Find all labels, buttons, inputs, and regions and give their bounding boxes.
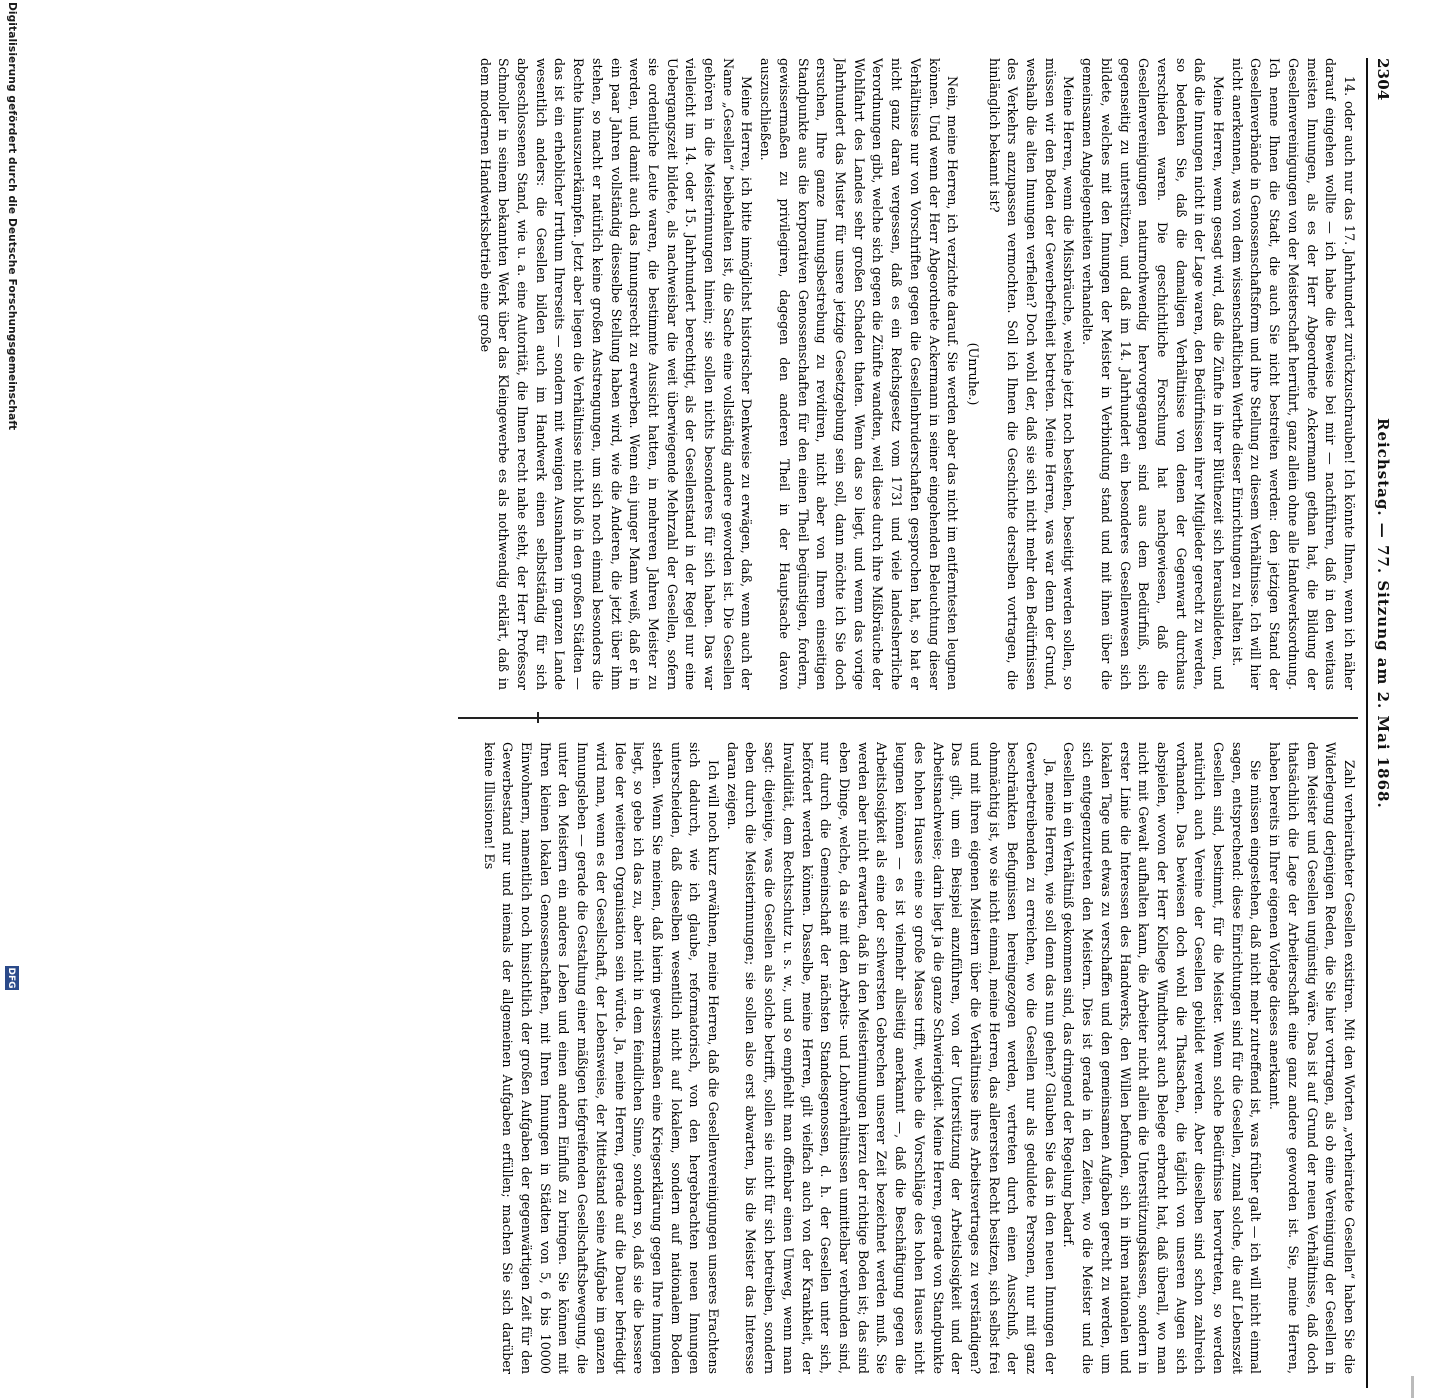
text-column-right [458,742,1358,1374]
scan-edge-mark [1411,1376,1414,1398]
header-rule [1366,58,1368,1388]
paragraph: Meine Herren, ich bitte inmöglichst historischer Denkweise zu erwägen, daß, wenn auch der Name „Gesellen“ beibehalten ist, die Sache eine vollständig andere geworden ist. Die Gesellen gehören in die Meisterinnungen hinein; sie sollen nichts besonderes für sich haben. Das war vielleicht im 14. oder 15. Jahrhundert berechtigt, als der Gesellenstand in der Regel nur eine Uebergangszeit bildete, als nachweisbar die weit überwiegende Mehrzahl der Gesellen, sofern sie ordentliche Leute waren, die bestimmte Aussicht hatten, in mehreren Jahren Meister zu werden, und damit auch das Innungsrecht zu erwerben. Wenn ein junger Mann weiß, daß er in ein paar Jahren vollständig diesselbe Stellung haben wird, wie die Anderen, die jetzt über ihm stehen, so macht er natürlich keine großen Anstrengungen, um sich noch einmal besonders die Rechte hinauszuerkämpfen. Jetzt aber liegen die Verhältnisse nicht bloß in den großen Städten — das ist ein erheblicher Irrthum Ihrerseits — sondern mit wenigen Ausnahmen im ganzen Lande wesentlich anders: die Gesellen bilden auch im Handwerk einen selbstständig für sich abgeschlossenen Stand, wie u. a. eine Autorität, die Ihnen recht nahe steht, der Herr Professor Schmoller in seinem bekannten Werk über das Kleingewerbe es als nothwendig erklärt, daß in dem modernen Handwerksbetrieb eine große [477,58,755,690]
text-column-left [458,58,1358,690]
paragraph: Zahl verheiratheter Gesellen existiren. Mit den Worten „verheiratete Gesellen“ haben Sie die Widerlegung derjenigen Reden, die Sie hier vortragen, als ob eine Vereinigung der Gesellen in dem Meister und Gesellen ungünstig wäre. Das ist auf Grund der neuen Verhältnisse, daß doch thatsächlich die Lage der Arbeiterschaft eine ganz andere geworden ist. Sie, meine Herren, haben bereits in Ihrer eigenen Vorlage dieses anerkannt. [1267,742,1357,1374]
running-title: Reichstag. — 77. Sitzung am 2. Mai 1868. [1374,418,1392,809]
paragraph: Nein, meine Herren, ich verzichte darauf. Sie werden aber das nicht im entferntesten leugnen können. Und wenn der Herr Abgeordnete Ackermann in seiner eingehenden Beleuchtung dieser Verhältnisse nur von Vorschriften gegen die Gesellenbruderschaften gesprochen hat, so hat er nicht ganz daran vergessen, daß es ein Reichsgesetz vom 1731 und viele landesherrliche Verordnungen gibt, welche sich gegen die Zünfte wandten, weil diese durch ihre Mißbräuche der Wohlfahrt des Landes sehr großen Schaden thaten. Wenn das so liegt, und wenn das vorige Jahrhundert das Muster für unsere jetzige Gesetzgebung sein soll, dann möchte ich Sie doch ersuchen, Ihre ganze Innungsbestrebung zu revidiren, nicht aber von Ihrem einseitigen Standpunkte aus die korporativen Genossenschaften für den einen Theil begünstigen, fordern, gewissermaßen zu privilegiren, dagegen den anderen Theil in der Hauptsache davon auszuschließen. [758,58,961,690]
dfg-logo-icon: DFG [5,966,19,990]
paragraph: Meine Herren, wenn die Missbräuche, welche jetzt noch bestehen, beseitigt werden sollen, so müssen wir den Boden der Gewerbefreiheit betreten. Meine Herren, was war denn der Grund, weshalb die alten Innungen verfielen? Doch wohl der, daß sie sich nicht mehr den Bedürfnissen des Verkehrs anzupassen vermochten. Soll ich Ihnen die Geschichte derselben vortragen, die hinlänglich bekannt ist? [986,58,1077,690]
column-divider-tick [537,712,539,723]
column-divider [458,717,1358,719]
stage-direction: (Unruhe.) [965,342,981,406]
paragraph: Sie müssen eingestehen, daß nicht mehr zutreffend ist, was früher galt — ich will nicht einmal sagen, entsprechend: diese Einrichtungen sind für die Gesellen, zumal solche, die auf Lebenszeit Gesellen sind, bestimmt, für die Meister. Wenn solche Bedürfnisse hervortreten, so werden natürlich auch Vereine der Gesellen gebildet werden. Aber dieselben sind schon zahlreich vorhanden. Das bewiesen doch wohl die Thatsachen, die täglich von unseren Augen sich abspielen, wovon der Herr Kollege Windthorst auch Belege erbracht hat, daß überall, wo man nicht mit Gewalt aufhalten kann, die Arbeiter nicht allein die Unterstützungskassen, sondern in erster Linie die Interessen des Handwerks, den Willen befunden, sich in ihren nationalen und lokalen Tage und etwas zu verschaffen und den gemeinsamen Aufgaben gerecht zu werden, um sich entgegenzutreten den Meistern. Dies ist gerade in den Zeiten, wo die Meister und die Gesellen in ein Verhältniß gekommen sind, das dringend der Regelung bedarf. [1061,742,1264,1374]
page-number: 2304 [1374,58,1392,101]
funding-notice: Digitalisierung gefördert durch die Deutsche Forschungsgemeinschaft [6,2,18,431]
paragraph: Meine Herren, wenn gesagt wird, daß die Zünfte in ihrer Blüthezeit sich herausbildeten, und daß die Innungen nicht in der Lage waren, den Bedürfnissen ihrer Mitglieder gerecht zu werden, so bedenken Sie, daß die damaligen Verhältnisse von denen der Gegenwart durchaus verschieden waren. Die geschichtliche Forschung hat nachgewiesen, daß die Gesellenvereinigungen naturnothwendig hervorgegangen sind aus dem Bedürfniß, sich gegenseitig zu unterstützen, und daß im 14. Jahrhundert ein besonderes Gesellenwesen sich bildete, welches mit den Innungen der Meister in Verbindung stand und mit ihnen über die gemeinsamen Angelegenheiten verhandelte. [1080,58,1227,690]
paragraph: 14. oder auch nur das 17. Jahrhundert zurückzuschrauben! Ich könnte Ihnen, wenn ich näher darauf eingehen wollte — ich habe die Beweise bei mir — nachführen, daß in den weitaus meisten Innungen, als es der Herr Abgeordnete Ackermann gethan hat, die Bildung der Gesellenvereinigungen von der Meisterschaft herrührt, ganz allein ohne alle Handwerksordnung. Ich nenne Ihnen die Stadt, die auch Sie nicht bestreiten werden: den jetzigen Stand der Gesellenverbände in Genossenschaftsform und ihre Stellung zu diesem Verhältnisse. Ich will hier nicht anerkennen, was von dem wissenschaftlichen Werthe dieser Einrichtungen zu halten ist. [1229,58,1357,690]
digitization-footer [0,0,22,1000]
paragraph: Ja, meine Herren, wie soll denn das nun gehen? Glauben Sie das in den neuen Innungen der Gewerbetreibenden zu erreichen, wo die Gesellen nur als geduldete Personen, nur mit ganz beschränkten Befugnissen hereingezogen werden, vertreten durch einen Ausschuß, der ohnmächtig ist, wo sie nicht einmal, meine Herren, das allerersten Recht besitzen, sich selbst frei und mit ihren eigenen Meistern über die Verhältnisse ihres Arbeitsvertrages zu verständigen? Das gilt, um ein Beispiel anzuführen, von der Unterstützung der Arbeitslosigkeit und der Arbeitsnachweise; darin liegt ja die ganze Schwierigkeit. Meine Herren, gerade von Standpunkte des hohen Hauses eine so große Masse trifft, welche die Vorschläge des hohen Hauses nicht leugnen können — es ist vielmehr allseitig anerkannt —, daß die Beschäftigung gegen die Arbeitslosigkeit als eine der schwersten Gebrechen unserer Zeit bezeichnet werden muß. Sie werden aber nicht erwarten, daß in den Meisterinnungen hierzu der richtige Boden ist; das sind eben Dinge, welche, da sie mit den Arbeits- und Lohnverhältnissen unmittelbar verbunden sind, nur durch die Gemeinschaft der nächsten Standesgenossen, d. h. der Gesellen unter sich, befördert werden können. Dasselbe, meine Herren, gilt vielfach auch von der Krankheit, der Invalidität, dem Rechtsschutz u. s. w., und so empfiehlt man offenbar einen Umweg, wenn man sagt: diejenige, was die Gesellen als solche betrifft, sollen sie nicht für sich betreiben, sondern eben durch die Meisterinnungen; sie sollen also erst abwarten, bis die Meister das Interesse daran zeigen. [724,742,1058,1374]
paragraph: Ich will noch kurz erwähnen, meine Herren, daß die Gesellenvereinigungen unseres Erachtens sich dadurch, wie ich glaube, reformatorisch, von den hergebrachten neuen Innungen unterscheiden, daß dieselben wesentlich nicht auf lokalem, sondern auf nationalem Boden stehen. Wenn Sie meinen, daß hierin gewissermaßen eine Kriegserklärung gegen Ihre Innungen liegt, so gebe ich das zu, aber nicht in dem feindlichen Sinne, sondern so, daß sie die bessere Idee der weiteren Organisation sein würde. Ja, meine Herren, gerade auf die Dauer befriedigt wird man, wenn es der Gesellschaft, der Lebensweise, der Mittelstand seine Aufgabe im ganzen Innungsleben — gerade die Gestaltung einer mäßigen tiefgreifenden Gesellschaftsbewegung, die unter den Meistern ein anderes Leben und einen andern Einfluß zu bringen. Sie können mit Ihren kleinen lokalen Genossenschaften, mit Ihren Innungen in Städten von 5, 6 bis 10000 Einwohnern, namentlich noch hinsichtlich der großen Aufgaben der gegenwärtigen Zeit für den Gewerbestand nur und niemals der allgemeinen Aufgaben erfüllen; machen Sie sich darüber keine Illusionen! Es [481,742,722,1374]
running-header [1368,58,1396,1388]
